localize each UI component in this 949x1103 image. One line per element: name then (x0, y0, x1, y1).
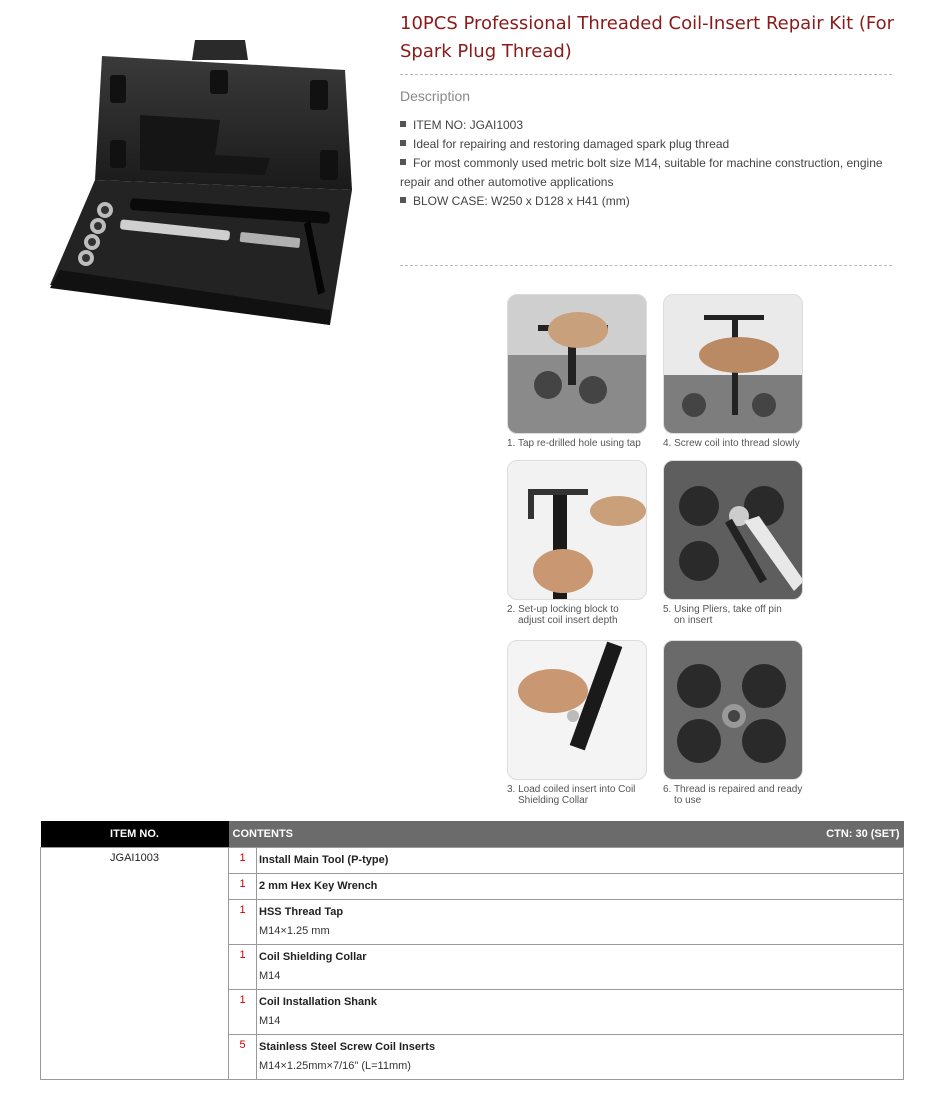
step-photo (663, 640, 803, 780)
step-6 (663, 640, 803, 806)
bullet-icon (400, 121, 406, 127)
column-header-contents: CONTENTS CTN: 30 (SET) (229, 821, 904, 847)
description-item: Ideal for repairing and restoring damaged spark plug thread (400, 135, 900, 154)
part-name: 2 mm Hex Key Wrench (259, 879, 378, 892)
table-row (41, 847, 904, 873)
step-2 (507, 460, 647, 626)
part-spec: M14 (259, 1014, 281, 1027)
description-list (400, 116, 900, 211)
product-image (40, 30, 370, 340)
description-item: BLOW CASE: W250 x D128 x H41 (mm) (400, 192, 900, 211)
step-photo (663, 460, 803, 600)
product-title: 10PCS Professional Threaded Coil-Insert Repair Kit (For Spark Plug Thread) (400, 13, 895, 62)
step-photo (507, 294, 647, 434)
table-header (41, 821, 904, 847)
part-spec: M14×1.25mm×7/16" (L=11mm) (259, 1059, 411, 1072)
step-5 (663, 460, 803, 626)
step-1 (507, 294, 647, 449)
quantity: 1 (229, 847, 257, 873)
step-caption: to use (674, 795, 702, 806)
quantity: 1 (229, 989, 257, 1034)
part-name: Coil Installation Shank (259, 995, 377, 1008)
step-photo (507, 640, 647, 780)
step-caption: Shielding Collar (518, 795, 589, 806)
step-caption: adjust coil insert depth (518, 615, 618, 626)
part-name: HSS Thread Tap (259, 905, 344, 918)
step-caption: 5. Using Pliers, take off pin (663, 604, 782, 615)
ctn-label: CTN: 30 (SET) (826, 827, 900, 840)
part-spec: M14 (259, 969, 281, 982)
step-caption: 1. Tap re-drilled hole using tap (507, 438, 641, 449)
step-caption: 6. Thread is repaired and ready (663, 784, 803, 795)
part-spec: M14×1.25 mm (259, 924, 330, 937)
bullet-icon (400, 197, 406, 203)
quantity: 1 (229, 899, 257, 944)
step-4 (663, 294, 803, 449)
part-name: Install Main Tool (P-type) (259, 853, 389, 866)
description-item: For most commonly used metric bolt size M14, suitable for machine construction, engine repair and other automotive applications (400, 156, 883, 189)
item-number: JGAI1003 (41, 847, 229, 1079)
description-item: ITEM NO: JGAI1003 (400, 116, 900, 135)
step-photo (663, 294, 803, 434)
part-name: Coil Shielding Collar (259, 950, 367, 963)
divider (400, 74, 892, 75)
bullet-icon (400, 159, 406, 165)
part-name: Stainless Steel Screw Coil Inserts (259, 1040, 436, 1053)
quantity: 1 (229, 873, 257, 899)
bullet-icon (400, 140, 406, 146)
column-header-item-no: ITEM NO. (41, 821, 229, 847)
description-heading: Description (400, 88, 471, 104)
step-caption: 4. Screw coil into thread slowly (663, 438, 800, 449)
step-3 (507, 640, 647, 806)
step-caption: 3. Load coiled insert into Coil (507, 784, 636, 795)
quantity: 5 (229, 1034, 257, 1079)
quantity: 1 (229, 944, 257, 989)
contents-table (40, 821, 904, 1080)
step-photo (507, 460, 647, 600)
step-caption: on insert (674, 615, 713, 626)
step-caption: 2. Set-up locking block to (507, 604, 619, 615)
divider (400, 265, 892, 266)
